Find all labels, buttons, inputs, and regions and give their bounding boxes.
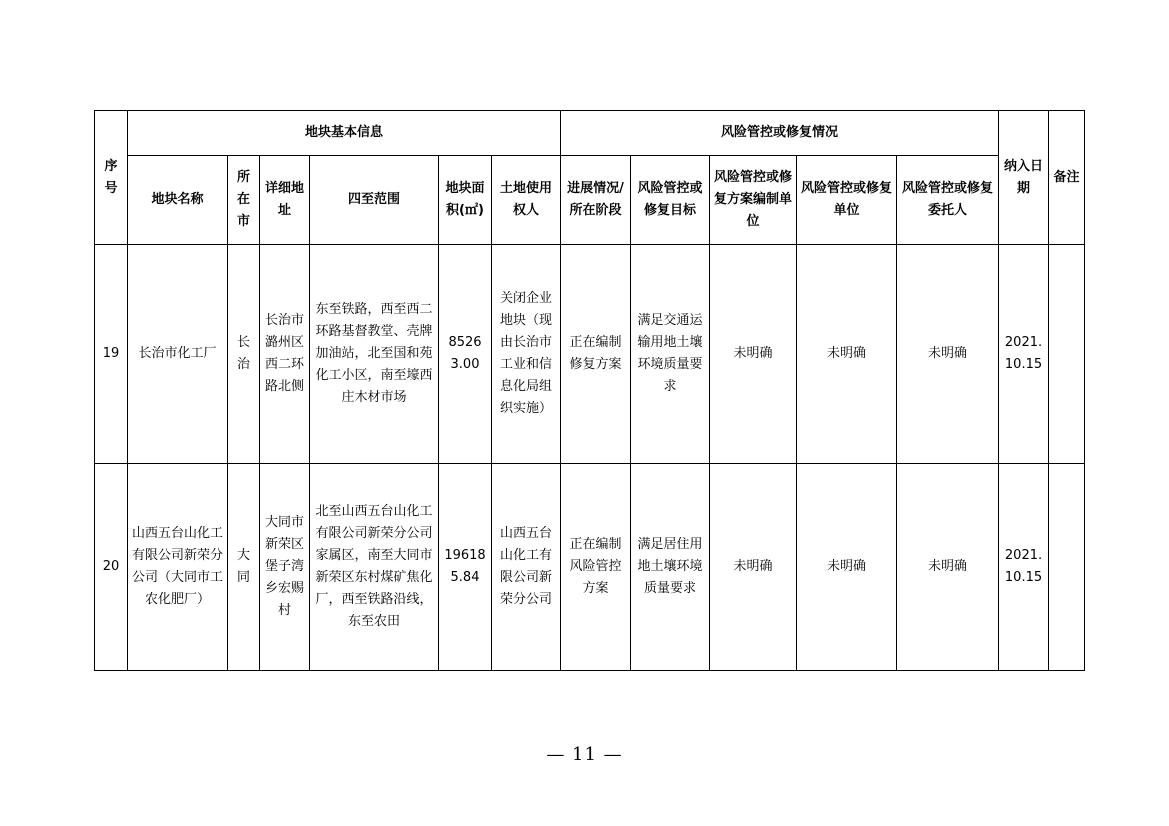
header-address: 详细地址 — [260, 156, 310, 245]
cell-name: 山西五台山化工有限公司新荣分公司（大同市工农化肥厂） — [128, 464, 228, 671]
cell-goal: 满足居住用地土壤环境质量要求 — [631, 464, 710, 671]
header-goal: 风险管控或修复目标 — [631, 156, 710, 245]
cell-area: 196185.84 — [439, 464, 492, 671]
cell-boundaries: 东至铁路，西至西二环路基督教堂、壳牌加油站，北至国和苑化工小区，南至壕西庄木材市场 — [310, 245, 439, 464]
cell-remark — [1049, 464, 1085, 671]
cell-exec-unit: 未明确 — [797, 245, 897, 464]
cell-client: 未明确 — [897, 245, 999, 464]
header-progress: 进展情况/所在阶段 — [561, 156, 631, 245]
cell-boundaries: 北至山西五台山化工有限公司新荣分公司家属区，南至大同市新荣区东村煤矿焦化厂，西至铁路沿线，东至农田 — [310, 464, 439, 671]
header-exec-unit: 风险管控或修复单位 — [797, 156, 897, 245]
cell-address: 长治市潞州区西二环路北侧 — [260, 245, 310, 464]
contaminated-plots-table — [94, 110, 1085, 671]
cell-city: 大同 — [228, 464, 260, 671]
cell-address: 大同市新荣区堡子湾乡宏赐村 — [260, 464, 310, 671]
header-group-plot-basic-info: 地块基本信息 — [128, 111, 561, 156]
cell-land-user: 山西五台山化工有限公司新荣分公司 — [492, 464, 561, 671]
header-city: 所在市 — [228, 156, 260, 245]
cell-seq: 19 — [95, 245, 128, 464]
cell-plan-unit: 未明确 — [710, 464, 797, 671]
header-area: 地块面积(㎡) — [439, 156, 492, 245]
header-remark: 备注 — [1049, 111, 1085, 245]
cell-goal: 满足交通运输用地土壤环境质量要求 — [631, 245, 710, 464]
cell-exec-unit: 未明确 — [797, 464, 897, 671]
cell-remark — [1049, 245, 1085, 464]
table-header-row-group — [95, 111, 1085, 156]
header-seq: 序号 — [95, 111, 128, 245]
page-number: — 11 — — [546, 744, 623, 765]
cell-area: 85263.00 — [439, 245, 492, 464]
cell-progress: 正在编制风险管控方案 — [561, 464, 631, 671]
header-date: 纳入日期 — [999, 111, 1049, 245]
cell-date: 2021.10.15 — [999, 245, 1049, 464]
table-header-row-columns — [95, 156, 1085, 245]
cell-land-user: 关闭企业地块（现由长治市工业和信息化局组织实施） — [492, 245, 561, 464]
cell-date: 2021.10.15 — [999, 464, 1049, 671]
cell-client: 未明确 — [897, 464, 999, 671]
header-boundaries: 四至范围 — [310, 156, 439, 245]
header-plan-unit: 风险管控或修复方案编制单位 — [710, 156, 797, 245]
header-land-user: 土地使用权人 — [492, 156, 561, 245]
cell-name: 长治市化工厂 — [128, 245, 228, 464]
cell-city: 长治 — [228, 245, 260, 464]
table-row — [95, 464, 1085, 671]
table-row — [95, 245, 1085, 464]
cell-seq: 20 — [95, 464, 128, 671]
cell-plan-unit: 未明确 — [710, 245, 797, 464]
cell-progress: 正在编制修复方案 — [561, 245, 631, 464]
header-client: 风险管控或修复委托人 — [897, 156, 999, 245]
header-name: 地块名称 — [128, 156, 228, 245]
header-group-risk-control-status: 风险管控或修复情况 — [561, 111, 999, 156]
